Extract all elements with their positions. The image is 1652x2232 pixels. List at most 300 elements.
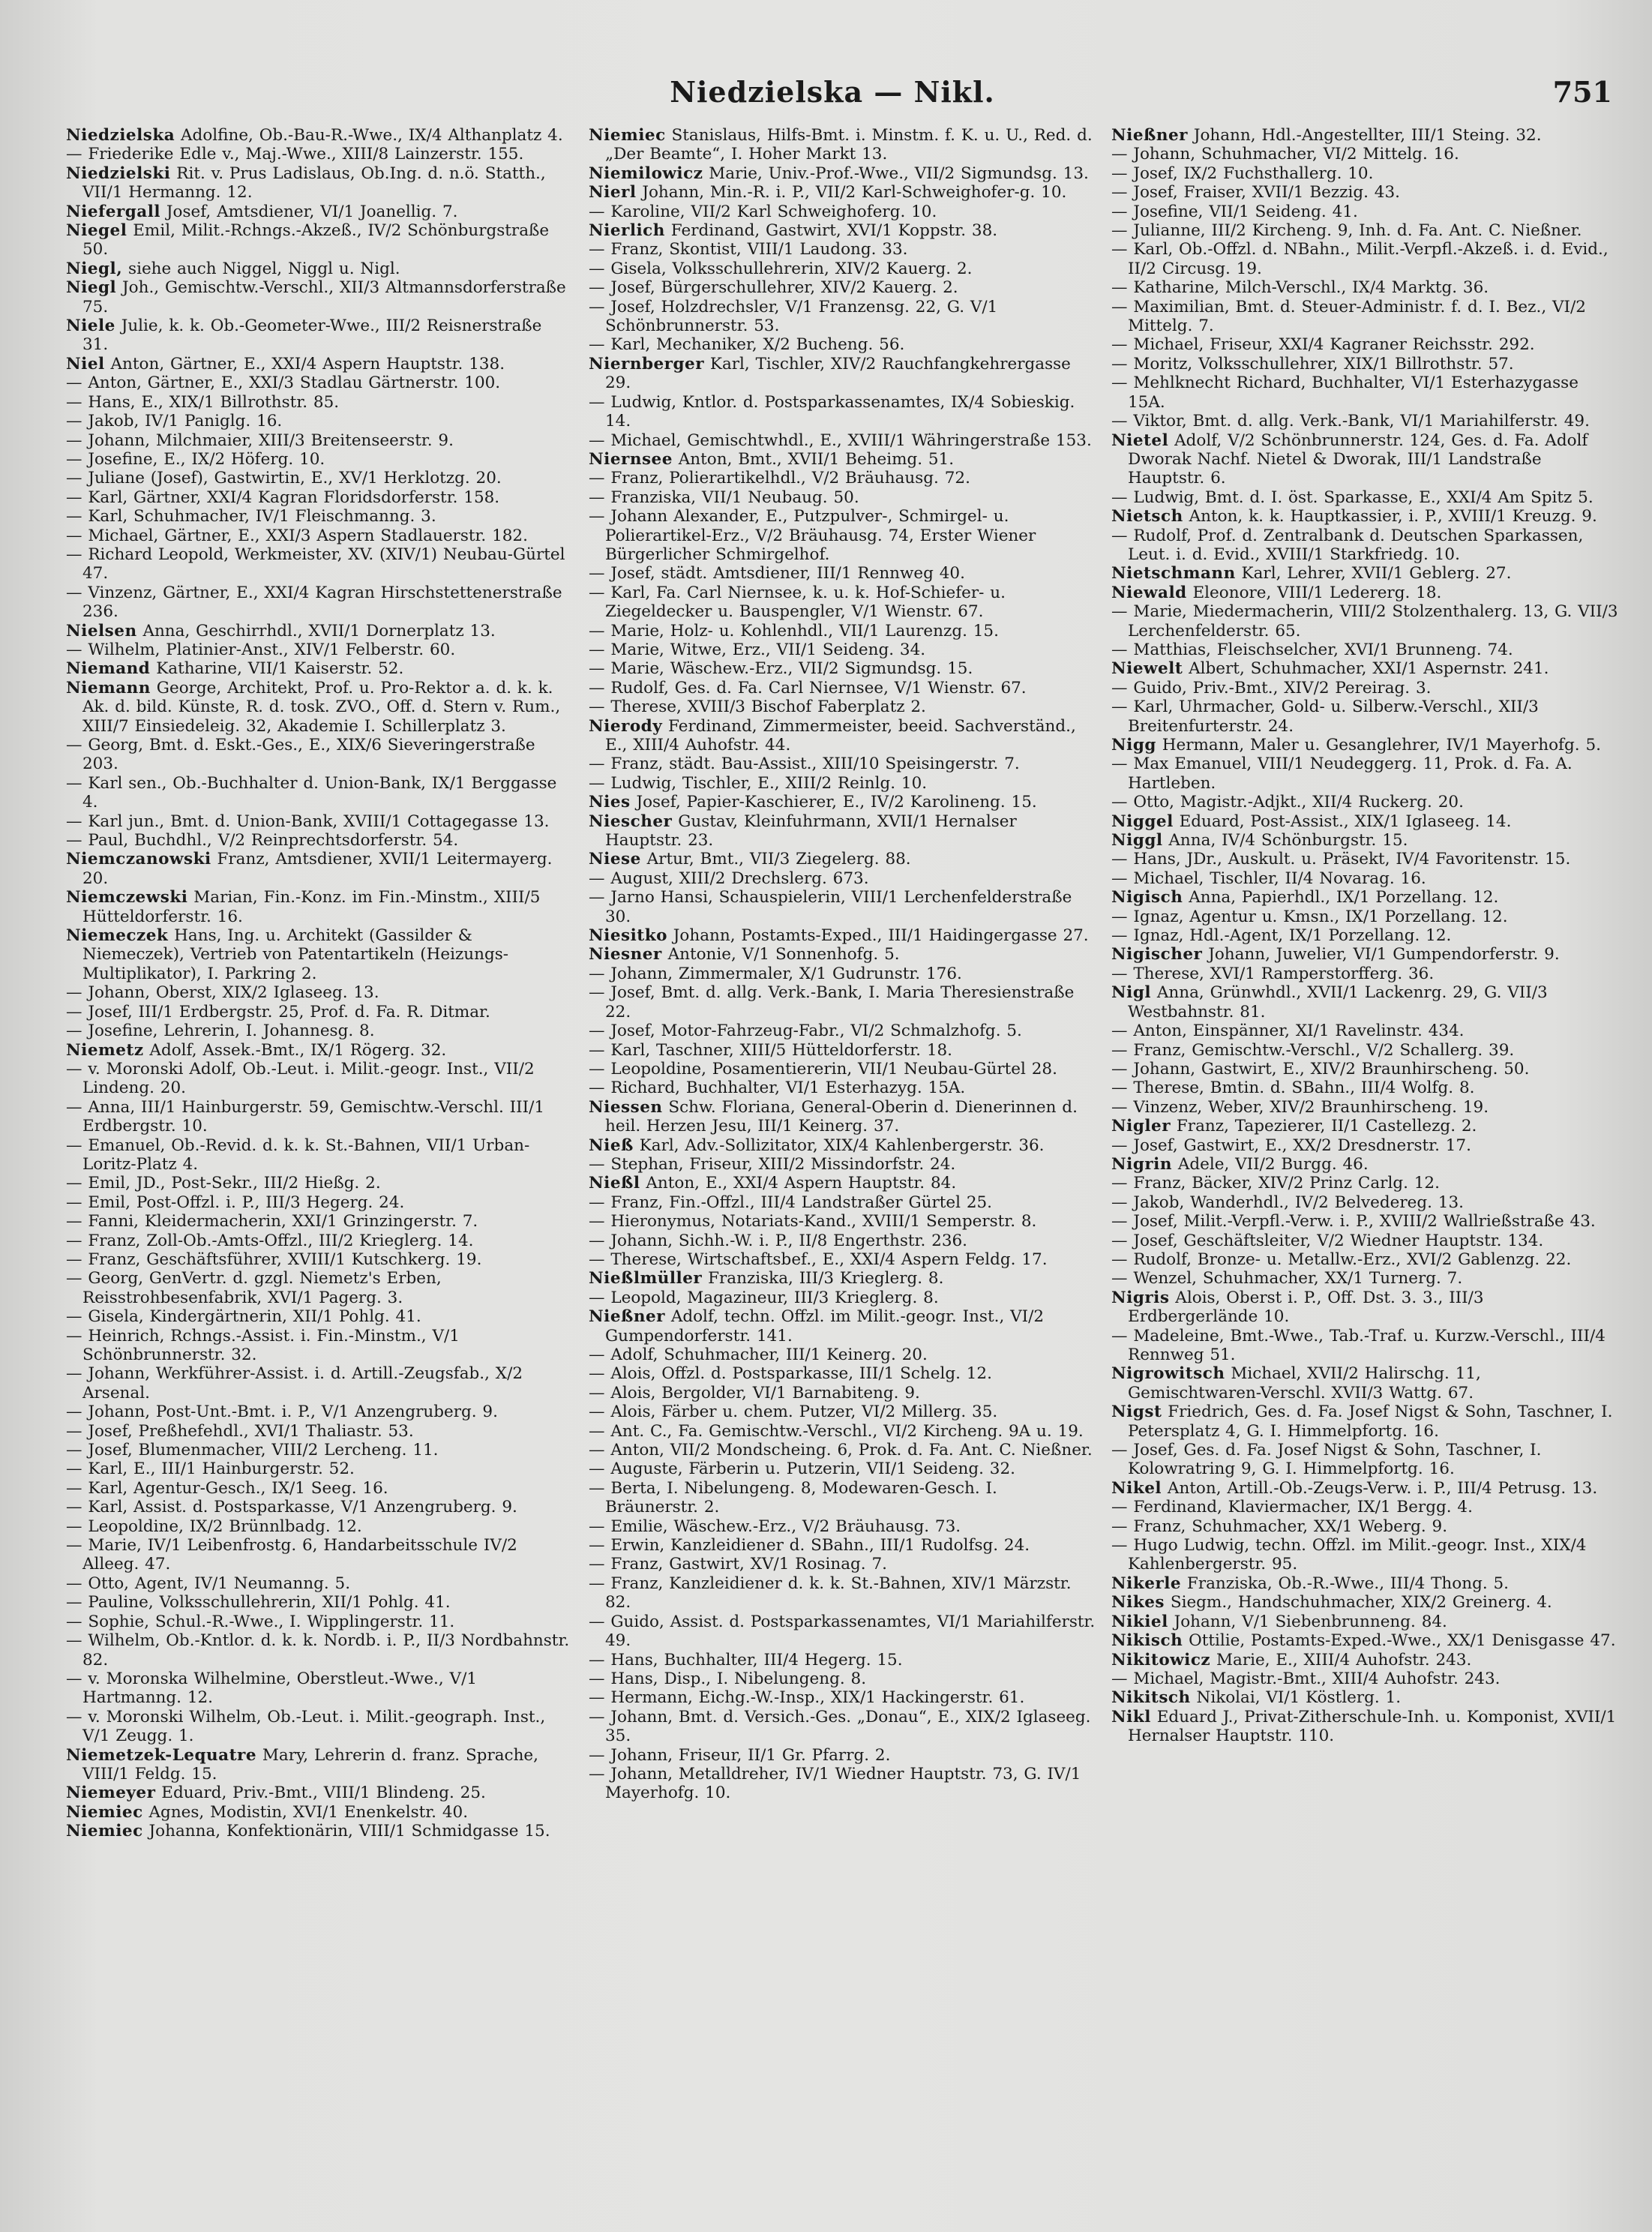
directory-entry (1111, 526, 1618, 565)
entry-details: — Anna, III/1 Hainburgerstr. 59, Gemischtw.-Verschl. III/1 Erdbergstr. 10. (66, 1097, 545, 1136)
entry-details: Adele, VII/2 Burgg. 46. (1177, 1154, 1369, 1174)
entry-surname: Nietel (1111, 430, 1169, 450)
entry-details: — Karl, Agentur-Gesch., IX/1 Seeg. 16. (66, 1478, 388, 1498)
entry-details: — Josefine, Lehrerin, I. Johannesg. 8. (66, 1022, 375, 1041)
directory-entry (1111, 1212, 1618, 1231)
entry-details: — Juliane (Josef), Gastwirtin, E., XV/1 Herklotzg. 20. (66, 469, 502, 488)
directory-entry (589, 1098, 1096, 1136)
entry-details: — Franz, Fin.-Offzl., III/4 Landstraßer Gürtel 25. (589, 1192, 993, 1212)
entry-surname: Nikel (1111, 1478, 1162, 1498)
entry-details: Johann, V/1 Siebenbrunneng. 84. (1174, 1612, 1447, 1631)
entry-details: — Marie, Witwe, Erz., VII/1 Seideng. 34. (589, 640, 926, 659)
entry-details: — Anton, VII/2 Mondscheing. 6, Prok. d. Fa. Ant. C. Nießner. (589, 1441, 1093, 1460)
entry-surname: Niemiec (66, 1822, 143, 1841)
entry-details: Eduard, Post-Assist., XIX/1 Iglaseeg. 14. (1179, 812, 1512, 831)
entry-details: — Josefine, E., IX/2 Höferg. 10. (66, 449, 325, 469)
entry-surname: Nigischer (1111, 945, 1203, 964)
directory-entry (1111, 1022, 1618, 1040)
entry-surname: Nigl (1111, 983, 1152, 1003)
directory-entry (66, 1479, 573, 1498)
directory-entry (589, 1708, 1096, 1746)
entry-surname: Nießlmüller (589, 1269, 703, 1288)
entry-details: Anton, Artill.-Ob.-Zeugs-Verw. i. P., III/4 Petrusg. 13. (1167, 1478, 1598, 1498)
directory-entry (1111, 278, 1618, 297)
entry-details: — Marie, Miedermacherin, VIII/2 Stolzenthalerg. 13, G. VII/3 Lerchenfelderstr. 65. (1111, 602, 1618, 640)
entry-details: Karl, Tischler, XIV/2 Rauchfangkehrergasse 29. (605, 354, 1071, 393)
directory-entry (589, 1288, 1096, 1307)
entry-details: — Karl, Taschner, XIII/5 Hütteldorferstr. 18. (589, 1040, 953, 1060)
directory-entry (1111, 240, 1618, 278)
entry-surname: Niemeczek (66, 926, 169, 946)
entry-details: — Vinzenz, Gärtner, E., XXI/4 Kagran Hirschstettenerstraße 236. (66, 583, 562, 622)
directory-entry (589, 1688, 1096, 1707)
entry-surname: Niemilowicz (589, 164, 703, 183)
directory-entry (66, 774, 573, 812)
entry-surname: Niemczanowski (66, 850, 211, 869)
directory-entry (66, 1517, 573, 1536)
directory-entry (66, 526, 573, 545)
directory-entry (589, 488, 1096, 507)
entry-details: — Johann, Zimmermaler, X/1 Gudrunstr. 176. (589, 964, 962, 983)
entry-details: — Johann, Gastwirt, E., XIV/2 Braunhirscheng. 50. (1111, 1059, 1530, 1078)
entry-details: — Wilhelm, Ob.-Kntlor. d. k. k. Nordb. i. P., II/3 Nordbahnstr. 82. (66, 1631, 570, 1670)
entry-details: — Johann Alexander, E., Putzpulver-, Schmirgel- u. Polierartikel-Erz., V/2 Bräuhausg. 74, Erster Wiener Bürgerlicher Schmirgelhof. (589, 507, 1036, 564)
directory-entry (66, 1441, 573, 1460)
directory-entry (1111, 1250, 1618, 1269)
entry-details: — Johann, Schuhmacher, VI/2 Mittelg. 16. (1111, 145, 1459, 164)
entry-surname: Nierody (589, 716, 663, 736)
directory-entry (1111, 1098, 1618, 1117)
entry-surname: Nigg (1111, 736, 1156, 754)
entry-details: — Wilhelm, Platinier-Anst., XIV/1 Felberstr. 60. (66, 640, 456, 659)
directory-entry (66, 393, 573, 412)
directory-entry (1111, 488, 1618, 507)
directory-entry (589, 754, 1096, 773)
directory-entry (589, 1536, 1096, 1555)
directory-entry (1111, 659, 1618, 678)
directory-entry (589, 1174, 1096, 1192)
entry-details: — August, XIII/2 Drechslerg. 673. (589, 868, 869, 888)
directory-entry (1111, 1364, 1618, 1402)
column-2 (589, 126, 1096, 2204)
entry-details: Schw. Floriana, General-Oberin d. Dienerinnen d. heil. Herzen Jesu, III/1 Keinerg. 37. (605, 1097, 1078, 1136)
entry-details: Marie, Univ.-Prof.-Wwe., VII/2 Sigmundsg. 13. (709, 164, 1089, 183)
entry-details: — Jakob, IV/1 Paniglg. 16. (66, 412, 283, 431)
directory-entry (66, 126, 573, 145)
directory-entry (66, 164, 573, 202)
directory-entry (1111, 1574, 1618, 1593)
directory-entry (66, 1022, 573, 1040)
entry-surname: Nießner (1111, 126, 1188, 145)
directory-entry (66, 1364, 573, 1402)
directory-entry (589, 1422, 1096, 1441)
entry-details: — Marie, Holz- u. Kohlenhdl., VII/1 Laurenzg. 15. (589, 621, 999, 640)
directory-entry (589, 431, 1096, 450)
entry-surname: Nießner (589, 1307, 665, 1327)
directory-entry (66, 1612, 573, 1631)
entry-details: — Johann, Milchmaier, XIII/3 Breitenseerstr. 9. (66, 430, 454, 450)
directory-entry (66, 888, 573, 926)
directory-entry (1111, 1631, 1618, 1650)
entry-surname: Niessen (589, 1097, 663, 1117)
directory-entry (589, 888, 1096, 926)
entry-details: — Julianne, III/2 Kircheng. 9, Inh. d. Fa. Ant. C. Nießner. (1111, 221, 1582, 241)
column-3 (1111, 126, 1618, 2204)
entry-details: — Josef, städt. Amtsdiener, III/1 Rennweg 40. (589, 564, 965, 584)
entry-details: — Franz, Bäcker, XIV/2 Prinz Carlg. 12. (1111, 1174, 1440, 1193)
directory-entry (66, 1784, 573, 1802)
entry-details: Albert, Schuhmacher, XXI/1 Aspernstr. 241. (1189, 659, 1549, 679)
directory-entry (1111, 584, 1618, 602)
directory-entry (1111, 1651, 1618, 1670)
entry-details: Johanna, Konfektionärin, VIII/1 Schmidgasse 15. (148, 1822, 550, 1841)
entry-details: — Wenzel, Schuhmacher, XX/1 Turnerg. 7. (1111, 1269, 1463, 1288)
directory-entry (589, 1250, 1096, 1269)
entry-details: — Franz, Gemischtw.-Verschl., V/2 Schallerg. 39. (1111, 1040, 1515, 1060)
directory-entry (1111, 507, 1618, 526)
entry-details: — Gisela, Volksschullehrerin, XIV/2 Kauerg. 2. (589, 259, 973, 278)
entry-details: George, Architekt, Prof. u. Pro-Rektor a. d. k. k. Ak. d. bild. Künste, R. d. tosk. ZVO., Off. d. Stern v. Rum., XIII/7 Einsiedeleig. 32, Akademie I. Schillerplatz 3. (82, 678, 561, 736)
entry-details: — Michael, Tischler, II/4 Novarag. 16. (1111, 868, 1426, 888)
entry-details: Josef, Amtsdiener, VI/1 Joanellig. 7. (166, 202, 458, 221)
entry-details: — Franz, Polierartikelhdl., V/2 Bräuhausg. 72. (589, 469, 970, 488)
directory-entry (589, 1517, 1096, 1536)
running-title: Niedzielska — Nikl. (670, 75, 995, 109)
directory-entry (66, 926, 573, 983)
directory-entry (66, 812, 573, 831)
entry-surname: Nikisch (1111, 1631, 1183, 1651)
directory-entry (589, 1555, 1096, 1574)
entry-details: — Franziska, VII/1 Neubaug. 50. (589, 488, 859, 507)
directory-entry (66, 1212, 573, 1231)
directory-entry (1111, 126, 1618, 145)
entry-details: — Otto, Magistr.-Adjkt., XII/4 Ruckerg. 20. (1111, 793, 1464, 812)
directory-entry (589, 393, 1096, 431)
entry-details: — v. Moronska Wilhelmine, Oberstleut.-Wwe., V/1 Hartmanng. 12. (66, 1669, 478, 1708)
directory-entry (66, 659, 573, 678)
entry-details: Franziska, Ob.-R.-Wwe., III/4 Thong. 5. (1186, 1574, 1510, 1593)
entry-surname: Nietsch (1111, 507, 1183, 526)
entry-surname: Nierlich (589, 221, 665, 241)
directory-entry (1111, 831, 1618, 850)
entry-surname: Niggel (1111, 812, 1174, 831)
entry-details: Adolf, techn. Offzl. im Milit.-geogr. Inst., VI/2 Gumpendorferstr. 141. (605, 1307, 1045, 1346)
entry-details: — Karl, E., III/1 Hainburgerstr. 52. (66, 1460, 355, 1479)
entry-surname: Niewald (1111, 583, 1187, 602)
entry-details: — Ignaz, Hdl.-Agent, IX/1 Porzellang. 12. (1111, 926, 1452, 946)
directory-entry (1111, 202, 1618, 221)
directory-entry (66, 1574, 573, 1593)
entry-surname: Nigris (1111, 1288, 1170, 1307)
entry-details: — Josef, Holzdrechsler, V/1 Franzensg. 22, G. V/1 Schönbrunnerstr. 53. (589, 297, 998, 336)
entry-details: — Friederike Edle v., Maj.-Wwe., XIII/8 Lainzerstr. 155. (66, 145, 524, 164)
entry-details: — Josef, Milit.-Verpfl.-Verw. i. P., XVIII/2 Wallrießstraße 43. (1111, 1212, 1596, 1232)
directory-entry (1111, 145, 1618, 164)
directory-entry (1111, 1155, 1618, 1174)
entry-details: — Josef, Ges. d. Fa. Josef Nigst & Sohn, Taschner, I. Kolowratring 9, G. I. Himmelpfortg. 16. (1111, 1441, 1542, 1479)
entry-surname: Nigisch (1111, 888, 1183, 908)
entry-details: Emil, Milit.-Rchngs.-Akzeß., IV/2 Schönburgstraße 50. (82, 221, 550, 260)
entry-details: — Johann, Post-Unt.-Bmt. i. P., V/1 Anzengruberg. 9. (66, 1402, 498, 1422)
entry-details: — Leopoldine, Posamentiererin, VII/1 Neubau-Gürtel 28. (589, 1059, 1057, 1078)
entry-details: Anna, Papierhdl., IX/1 Porzellang. 12. (1189, 888, 1499, 908)
entry-surname: Niedzielska (66, 126, 175, 145)
entry-surname: Nies (589, 793, 631, 812)
entry-details: — Viktor, Bmt. d. allg. Verk.-Bank, VI/1 Mariahilferstr. 49. (1111, 412, 1590, 431)
entry-details: — Franz, Gastwirt, XV/1 Rosinag. 7. (589, 1555, 887, 1574)
entry-details: — Maximilian, Bmt. d. Steuer-Administr. f. d. I. Bez., VI/2 Mittelg. 7. (1111, 297, 1586, 336)
directory-entry (66, 1803, 573, 1822)
entry-details: Karl, Lehrer, XVII/1 Geblerg. 27. (1241, 564, 1512, 584)
directory-entry (589, 1193, 1096, 1212)
entry-details: — Karl, Ob.-Offzl. d. NBahn., Milit.-Verpfl.-Akzeß. i. d. Evid., II/2 Circusg. 19. (1111, 240, 1609, 278)
directory-entry (1111, 1479, 1618, 1498)
directory-entry (66, 355, 573, 374)
directory-entry (66, 1536, 573, 1574)
entry-details: Antonie, V/1 Sonnenhofg. 5. (667, 945, 900, 964)
directory-entry (1111, 1612, 1618, 1631)
directory-entry (66, 1498, 573, 1516)
entry-details: Adolfine, Ob.-Bau-R.-Wwe., IX/4 Althanplatz 4. (181, 126, 563, 145)
entry-details: Katharine, VII/1 Kaiserstr. 52. (156, 659, 404, 679)
entry-details: — Josef, IX/2 Fuchsthallerg. 10. (1111, 164, 1374, 183)
directory-entry (1111, 945, 1618, 964)
directory-entry (589, 793, 1096, 812)
directory-entry (1111, 1232, 1618, 1250)
directory-entry (66, 488, 573, 507)
entry-details: — Emilie, Wäschew.-Erz., V/2 Bräuhausg. 73. (589, 1516, 961, 1536)
entry-surname: Niese (589, 850, 641, 869)
page-number: 751 (1552, 75, 1612, 109)
entry-details: Marian, Fin.-Konz. im Fin.-Minstm., XIII/5 Hütteldorferstr. 16. (82, 888, 541, 926)
directory-entry (1111, 1078, 1618, 1097)
directory-entry (1111, 679, 1618, 698)
directory-entry (1111, 964, 1618, 983)
entry-details: — Josef, Bürgerschullehrer, XIV/2 Kauerg. 2. (589, 278, 958, 298)
entry-details: — Michael, Gemischtwhdl., E., XVIII/1 Währingerstraße 153. (589, 430, 1092, 450)
directory-entry (589, 622, 1096, 640)
entry-surname: Nietschmann (1111, 564, 1236, 584)
entry-details: — Ludwig, Bmt. d. I. öst. Sparkasse, E., XXI/4 Am Spitz 5. (1111, 488, 1594, 507)
directory-entry (1111, 1517, 1618, 1536)
directory-entry (589, 1078, 1096, 1097)
entry-details: — Josef, Motor-Fahrzeug-Fabr., VI/2 Schmalzhofg. 5. (589, 1022, 1022, 1041)
entry-details: — Alois, Offzl. d. Postsparkasse, III/1 Schelg. 12. (589, 1364, 992, 1384)
directory-entry (1111, 1441, 1618, 1479)
directory-entry (1111, 640, 1618, 659)
directory-entry (589, 183, 1096, 202)
directory-entry (1111, 1708, 1618, 1746)
entry-details: — Adolf, Schuhmacher, III/1 Keinerg. 20. (589, 1346, 928, 1364)
directory-entry (589, 964, 1096, 983)
entry-details: — Therese, XVIII/3 Bischof Faberplatz 2. (589, 698, 926, 717)
entry-details: — Katharine, Milch-Verschl., IX/4 Marktg. 36. (1111, 278, 1489, 298)
directory-entry (66, 278, 573, 316)
directory-entry (589, 1155, 1096, 1174)
entry-details: Johann, Min.-R. i. P., VII/2 Karl-Schweighofer-g. 10. (642, 183, 1067, 202)
entry-details: Johann, Postamts-Exped., III/1 Haidingergasse 27. (673, 926, 1089, 946)
directory-entry (589, 221, 1096, 240)
directory-entry (589, 698, 1096, 716)
directory-entry (589, 126, 1096, 164)
directory-entry (589, 1574, 1096, 1612)
entry-details: — Michael, Gärtner, E., XXI/3 Aspern Stadlauerstr. 182. (66, 526, 528, 545)
directory-entry (589, 1136, 1096, 1155)
directory-entry (1111, 1498, 1618, 1516)
entry-details: — Rudolf, Prof. d. Zentralbank d. Deutschen Sparkassen, Leut. i. d. Evid., XVIII/1 Starkfriedg. 10. (1111, 526, 1584, 564)
directory-entry (589, 850, 1096, 868)
entry-details: — Karl jun., Bmt. d. Union-Bank, XVIII/1 Cottagegasse 13. (66, 812, 550, 831)
entry-surname: Niemeyer (66, 1784, 156, 1803)
directory-entry (1111, 1060, 1618, 1078)
entry-details: — Hermann, Eichg.-W.-Insp., XIX/1 Hackingerstr. 61. (589, 1688, 1025, 1708)
entry-details: — Hans, JDr., Auskult. u. Präsekt, IV/4 Favoritenstr. 15. (1111, 850, 1571, 869)
directory-entry (589, 812, 1096, 850)
entry-details: — Emanuel, Ob.-Revid. d. k. k. St.-Bahnen, VII/1 Urban-Loritz-Platz 4. (66, 1136, 530, 1174)
entry-surname: Niedzielski (66, 164, 171, 183)
entry-surname: Niel (66, 354, 105, 374)
entry-details: — Fanni, Kleidermacherin, XXI/1 Grinzingerstr. 7. (66, 1212, 478, 1232)
entry-surname: Niemiec (66, 1802, 143, 1822)
directory-entry (66, 1402, 573, 1421)
entry-details: — Moritz, Volksschullehrer, XIX/1 Billrothstr. 57. (1111, 354, 1514, 374)
entry-details: — Karl, Uhrmacher, Gold- u. Silberw.-Verschl., XII/3 Breitenfurterstr. 24. (1111, 698, 1539, 736)
entry-details: Agnes, Modistin, XVI/1 Enenkelstr. 40. (148, 1802, 469, 1822)
directory-entry (1111, 698, 1618, 736)
directory-entry (589, 1479, 1096, 1517)
directory-entry (66, 1670, 573, 1708)
entry-surname: Niegel (66, 221, 127, 241)
entry-details: — Leopoldine, IX/2 Brünnlbadg. 12. (66, 1516, 362, 1536)
directory-entry (1111, 1670, 1618, 1688)
entry-surname: Nikes (1111, 1593, 1165, 1612)
entry-details: Joh., Gemischtw.-Verschl., XII/3 Altmannsdorferstraße 75. (82, 278, 566, 316)
directory-entry (66, 1060, 573, 1098)
entry-details: Gustav, Kleinfuhrmann, XVII/1 Hernalser Hauptstr. 23. (605, 812, 1017, 850)
entry-surname: Niemand (66, 659, 151, 679)
directory-entry (589, 1364, 1096, 1383)
directory-entry (66, 736, 573, 774)
entry-details: Johann, Hdl.-Angestellter, III/1 Steing. 32. (1193, 126, 1542, 145)
entry-details: Johann, Juwelier, VI/1 Gumpendorferstr. 9. (1208, 945, 1560, 964)
entry-details: — Karl, Fa. Carl Niernsee, k. u. k. Hof-Schiefer- u. Ziegeldecker u. Bauspengler, V/1 Wienstr. 67. (589, 583, 1006, 622)
entry-details: Eduard, Priv.-Bmt., VIII/1 Blindeng. 25. (161, 1784, 486, 1803)
directory-columns (66, 126, 1618, 2204)
directory-entry (66, 1098, 573, 1136)
directory-entry (1111, 908, 1618, 926)
directory-entry (589, 717, 1096, 755)
entry-details: — Therese, XVI/1 Ramperstorfferg. 36. (1111, 964, 1435, 983)
entry-details: Anna, Grünwhdl., XVII/1 Lackenrg. 29, G. VII/3 Westbahnstr. 81. (1128, 983, 1548, 1022)
entry-details: siehe auch Niggel, Niggl u. Nigl. (128, 259, 400, 278)
entry-details: Michael, XVII/2 Halirschg. 11, Gemischtwaren-Verschl. XVII/3 Wattg. 67. (1128, 1364, 1481, 1402)
directory-entry (66, 640, 573, 659)
directory-entry (66, 1593, 573, 1612)
entry-details: — Ludwig, Tischler, E., XIII/2 Reinlg. 10. (589, 773, 928, 793)
entry-details: Siegm., Handschuhmacher, XIX/2 Greinerg. 4. (1170, 1593, 1552, 1612)
directory-entry (1111, 412, 1618, 430)
directory-entry (589, 469, 1096, 488)
directory-entry (589, 1307, 1096, 1346)
directory-entry (589, 1232, 1096, 1250)
entry-details: — Hans, E., XIX/1 Billrothstr. 85. (66, 392, 340, 412)
entry-details: — Stephan, Friseur, XIII/2 Missindorfstr. 24. (589, 1154, 956, 1174)
entry-surname: Niefergall (66, 202, 161, 221)
page-header (52, 75, 1612, 120)
entry-surname: Niemetzek-Lequatre (66, 1745, 257, 1765)
directory-entry (589, 1765, 1096, 1803)
directory-entry (589, 926, 1096, 945)
directory-entry (1111, 164, 1618, 183)
entry-details: — Max Emanuel, VIII/1 Neudeggerg. 11, Prok. d. Fa. A. Hartleben. (1111, 754, 1573, 793)
entry-details: — Ferdinand, Klaviermacher, IX/1 Bergg. 4. (1111, 1498, 1473, 1517)
entry-details: — Heinrich, Rchngs.-Assist. i. Fin.-Minstm., V/1 Schönbrunnerstr. 32. (66, 1326, 460, 1364)
directory-entry (589, 507, 1096, 564)
entry-surname: Niemiec (589, 126, 666, 145)
directory-entry (1111, 1536, 1618, 1574)
entry-surname: Nikitowicz (1111, 1650, 1211, 1670)
entry-details: Anton, Bmt., XVII/1 Beheimg. 51. (678, 449, 955, 469)
entry-details: — Georg, Bmt. d. Eskt.-Ges., E., XIX/6 Sieveringerstraße 203. (66, 736, 535, 774)
directory-entry (66, 1136, 573, 1174)
directory-entry (589, 1346, 1096, 1364)
entry-details: — Hans, Buchhalter, III/4 Hegerg. 15. (589, 1650, 903, 1670)
entry-details: Anna, Geschirrhdl., XVII/1 Dornerplatz 13. (142, 621, 496, 640)
directory-entry (1111, 736, 1618, 754)
directory-entry (1111, 1117, 1618, 1136)
entry-surname: Nierl (589, 183, 637, 202)
entry-details: Friedrich, Ges. d. Fa. Josef Nigst & Sohn, Taschner, I. Petersplatz 4, G. I. Himmelpfortg. 16. (1128, 1402, 1613, 1441)
entry-surname: Nigrowitsch (1111, 1364, 1225, 1384)
entry-details: Mary, Lehrerin d. franz. Sprache, VIII/1 Feldg. 15. (82, 1745, 538, 1784)
directory-entry (1111, 926, 1618, 945)
entry-details: — Ludwig, Kntlor. d. Postsparkassenamtes, IX/4 Sobieskig. 14. (589, 392, 1075, 431)
entry-details: — Michael, Friseur, XXI/4 Kagraner Reichsstr. 292. (1111, 335, 1535, 355)
directory-entry (1111, 335, 1618, 354)
entry-details: — Hugo Ludwig, techn. Offzl. im Milit.-geogr. Inst., XIX/4 Kahlenbergerstr. 95. (1111, 1536, 1587, 1574)
directory-entry (589, 1384, 1096, 1402)
entry-details: — Karl, Gärtner, XXI/4 Kagran Floridsdorferstr. 158. (66, 488, 500, 507)
entry-surname: Niemann (66, 678, 151, 698)
entry-details: — Alois, Bergolder, VI/1 Barnabiteng. 9. (589, 1383, 920, 1402)
directory-entry (1111, 1174, 1618, 1192)
directory-entry (1111, 754, 1618, 793)
entry-details: — Guido, Assist. d. Postsparkassenamtes, VI/1 Mariahilferstr. 49. (589, 1612, 1096, 1651)
directory-entry (1111, 1327, 1618, 1365)
directory-entry (1111, 869, 1618, 888)
entry-details: — Alois, Färber u. chem. Putzer, VI/2 Millerg. 35. (589, 1402, 998, 1422)
entry-details: Franz, Tapezierer, II/1 Castellezg. 2. (1176, 1117, 1477, 1136)
entry-surname: Niele (66, 316, 115, 336)
directory-entry (589, 679, 1096, 698)
entry-details: — Josef, Gastwirt, E., XX/2 Dresdnerstr. 17. (1111, 1136, 1471, 1155)
entry-surname: Nieß (589, 1136, 634, 1155)
directory-entry (1111, 1288, 1618, 1327)
entry-details: — Johann, Bmt. d. Versich.-Ges. „Donau“, E., XIX/2 Iglaseeg. 35. (589, 1707, 1091, 1746)
directory-entry (66, 469, 573, 488)
directory-entry (66, 1822, 573, 1840)
entry-details: Alois, Oberst i. P., Off. Dst. 3. 3., III/3 Erdbergerlände 10. (1128, 1288, 1484, 1327)
entry-details: — Madeleine, Bmt.-Wwe., Tab.-Traf. u. Kurzw.-Verschl., III/4 Rennweg 51. (1111, 1326, 1606, 1364)
entry-details: — Vinzenz, Weber, XIV/2 Braunhirscheng. 19. (1111, 1097, 1489, 1117)
directory-entry (66, 1422, 573, 1441)
entry-details: Stanislaus, Hilfs-Bmt. i. Minstm. f. K. u. U., Red. d. „Der Beamte“, I. Hoher Markt 13. (605, 126, 1093, 164)
directory-entry (66, 145, 573, 164)
entry-details: — Franz, Skontist, VIII/1 Laudong. 33. (589, 240, 908, 260)
directory-entry (589, 945, 1096, 964)
entry-details: Franziska, III/3 Krieglerg. 8. (708, 1269, 944, 1288)
directory-entry (589, 869, 1096, 888)
